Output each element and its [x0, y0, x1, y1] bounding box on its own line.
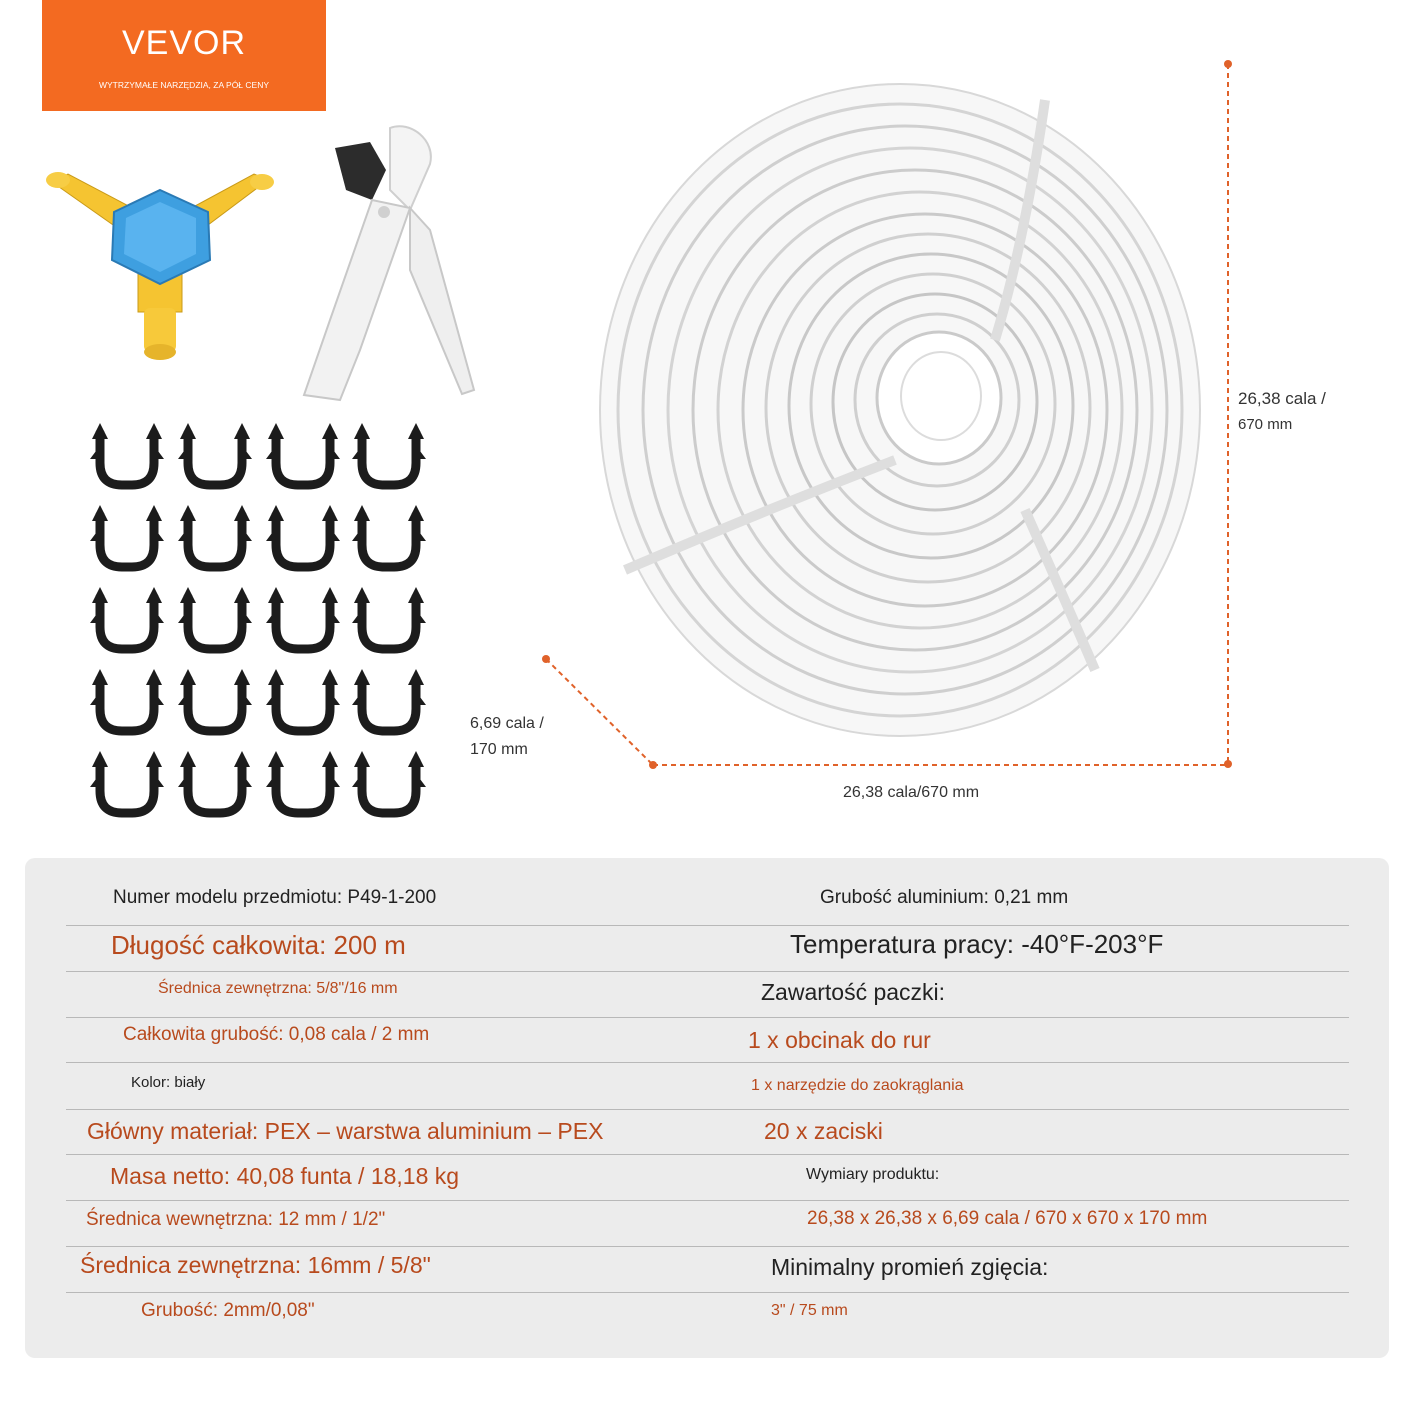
depth-dimension-line: [542, 655, 653, 765]
spec-total-length: Długość całkowita: 200 m: [111, 930, 406, 960]
width-dimension-line: [649, 761, 1228, 769]
height-dimension-label: [1238, 386, 1326, 438]
spec-product-dimensions-value: 26,38 x 26,38 x 6,69 cala / 670 x 670 x 170 mm: [807, 1208, 1208, 1229]
spec-net-weight: Masa netto: 40,08 funta / 18,18 kg: [110, 1163, 460, 1189]
spec-total-thickness: Całkowita grubość: 0,08 cala / 2 mm: [123, 1024, 430, 1045]
spec-divider: [66, 925, 1349, 926]
spec-product-dimensions: Wymiary produktu:: [806, 1166, 940, 1183]
spec-clips: 20 x zaciski: [764, 1118, 883, 1144]
height-dimension-line: [1224, 60, 1232, 768]
spec-divider: [66, 1292, 1349, 1293]
spec-divider: [66, 1109, 1349, 1110]
depth-dimension-label: [470, 711, 544, 763]
spec-outer-diameter: Średnica zewnętrzna: 5/8"/16 mm: [158, 980, 398, 997]
spec-divider: [66, 971, 1349, 972]
spec-model-number: Numer modelu przedmiotu: P49-1-200: [113, 887, 437, 908]
brand-tagline: WYTRZYMAŁE NARZĘDZIA, ZA PÓŁ CENY: [98, 80, 270, 90]
spec-divider: [66, 1246, 1349, 1247]
spec-color: Kolor: biały: [131, 1074, 206, 1091]
spec-main-material: Główny materiał: PEX – warstwa aluminium – PEX: [87, 1118, 604, 1144]
height-dimension-line-2: 670 mm: [1238, 416, 1293, 433]
height-dimension-line-1: 26,38 cala /: [1238, 389, 1326, 408]
depth-dimension-line-2: 170 mm: [470, 741, 528, 758]
spec-divider: [66, 1154, 1349, 1155]
spec-min-bend-radius: Minimalny promień zgięcia:: [771, 1254, 1049, 1280]
spec-min-bend-radius-value: 3" / 75 mm: [771, 1302, 848, 1319]
spec-divider: [66, 1017, 1349, 1018]
spec-divider: [66, 1062, 1349, 1063]
spec-operating-temperature: Temperatura pracy: -40°F-203°F: [790, 929, 1164, 959]
depth-dimension-line-1: 6,69 cala /: [470, 715, 544, 732]
spec-divider: [66, 1200, 1349, 1201]
brand-name: VEVOR: [121, 24, 247, 62]
spec-package-contents: Zawartość paczki:: [761, 979, 946, 1005]
width-dimension-label: 26,38 cala/670 mm: [843, 784, 980, 801]
spec-pipe-cutter: 1 x obcinak do rur: [748, 1027, 931, 1053]
spec-thickness: Grubość: 2mm/0,08": [141, 1300, 315, 1321]
spec-inner-diameter: Średnica wewnętrzna: 12 mm / 1/2": [86, 1209, 386, 1230]
spec-rounding-tool: 1 x narzędzie do zaokrąglania: [751, 1077, 964, 1094]
spec-aluminium-thickness: Grubość aluminium: 0,21 mm: [820, 887, 1069, 908]
spec-outer-diameter-2: Średnica zewnętrzna: 16mm / 5/8": [80, 1252, 431, 1278]
